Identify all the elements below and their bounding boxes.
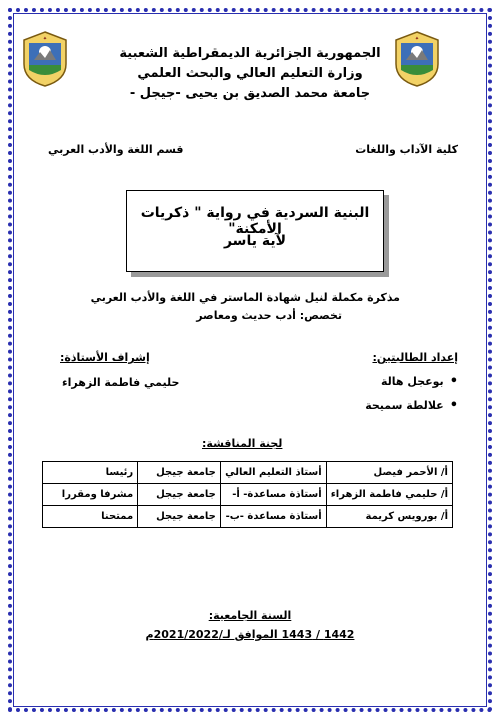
member-rank: أستاذة مساعدة -ب-: [220, 506, 326, 528]
student-name: • بوعجل هالة: [381, 374, 458, 389]
thesis-title: البنية السردية في رواية " ذكريات الأمكنة": [140, 205, 370, 237]
table-row: [43, 506, 453, 528]
member-role: رئيسا: [43, 462, 138, 484]
table-row: [43, 462, 453, 484]
member-rank: أستاذ التعليم العالي: [220, 462, 326, 484]
member-university: جامعة جيجل: [138, 484, 221, 506]
member-university: جامعة جيجل: [138, 506, 221, 528]
committee-table: [42, 461, 453, 528]
faculty-label: كلية الآداب واللغات: [355, 143, 458, 156]
thesis-title-box: [126, 190, 384, 272]
svg-text:✦: ✦: [42, 36, 48, 42]
thesis-specialty: تخصص: أدب حديث ومعاصر: [196, 309, 342, 322]
thesis-author: لآية ياسر: [223, 233, 287, 249]
department-label: قسم اللغة والأدب العربي: [48, 143, 184, 156]
member-role: ممتحنا: [43, 506, 138, 528]
supervisor-name: حليمي فاطمة الزهراء: [62, 376, 180, 389]
member-rank: أستاذة مساعدة- أ-: [220, 484, 326, 506]
thesis-purpose: مذكرة مكملة لنيل شهادة الماستر في اللغة والأدب العربي: [90, 291, 400, 304]
supervisor-label: إشراف الأستاذة:: [60, 351, 150, 364]
students-label: إعداد الطالبتين:: [372, 351, 458, 364]
table-row: [43, 484, 453, 506]
committee-label: لجنة المناقشة:: [202, 437, 283, 450]
member-name: أ/ حليمي فاطمة الزهراء: [326, 484, 452, 506]
header-republic: الجمهورية الجزائرية الديمقراطية الشعبية: [119, 46, 381, 61]
student-name: • علالطة سميحة: [365, 398, 458, 413]
academic-year-value: 1442 / 1443 الموافق لـ/2021/2022م: [145, 628, 355, 641]
svg-text:✦: ✦: [414, 36, 420, 42]
member-name: أ/ بورويس كريمة: [326, 506, 452, 528]
header-university: جامعة محمد الصديق بن يحيى -جيجل -: [129, 86, 371, 101]
member-university: جامعة جيجل: [138, 462, 221, 484]
header-ministry: وزارة التعليم العالي والبحث العلمي: [137, 66, 363, 81]
member-name: أ/ الأحمر فيصل: [326, 462, 452, 484]
academic-year-label: السنة الجامعية:: [208, 609, 292, 622]
member-role: مشرفا ومقررا: [43, 484, 138, 506]
